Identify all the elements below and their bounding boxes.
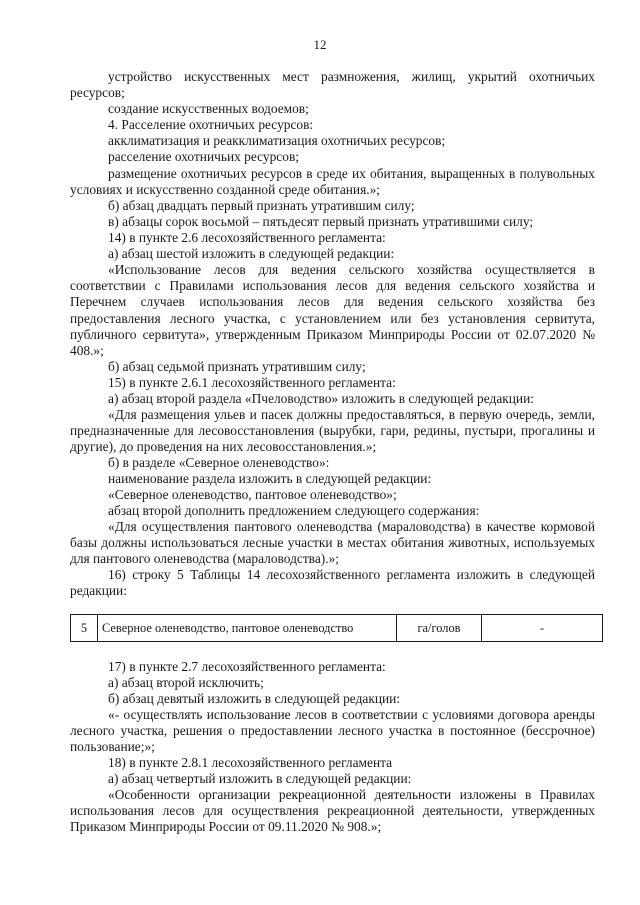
paragraph: б) абзац седьмой признать утратившим силу; — [108, 359, 366, 374]
paragraph: расселение охотничьих ресурсов; — [108, 149, 299, 164]
paragraph: 16) строку 5 Таблицы 14 лесохозяйственного регламента изложить в следующей редакции: — [70, 567, 595, 599]
paragraph: 14) в пункте 2.6 лесохозяйственного регламента: — [108, 230, 386, 245]
paragraph: 18) в пункте 2.8.1 лесохозяйственного регламента — [108, 755, 393, 770]
quote-paragraph: «Использование лесов для ведения сельского хозяйства осуществляется в соответствии с Правилами использования лесов для ведения сельского хозяйства и Перечнем случаев использования лесов для ведения сельского хозяйства без предоставления лесного участка, с установлением или без установления сервитута, публичного сервитута», утвержденным Приказом Минприроды России от 02.07.2020 № 408.»; — [70, 262, 595, 359]
quote-paragraph: «- осуществлять использование лесов в соответствии с условиями договора аренды лесного участка, решения о предоставлении лесного участка в постоянное (бессрочное) пользование;»; — [70, 707, 595, 755]
paragraph: 4. Расселение охотничьих ресурсов: — [108, 117, 314, 132]
quote-paragraph: «Особенности организации рекреационной деятельности изложены в Правилах использования лесов для осуществления рекреационной деятельности, утвержденных Приказом Минприроды России от 09.11.2020 № 908.»; — [70, 787, 595, 835]
cell-value: - — [482, 615, 603, 642]
paragraph: устройство искусственных мест размножения, жилищ, укрытий охотничьих ресурсов; — [70, 69, 595, 101]
table-row — [71, 615, 603, 642]
quote-paragraph: «Для размещения ульев и пасек должны предоставляться, в первую очередь, земли, предназначенные для лесовосстановления (вырубки, гари, редины, пустыри, прогалины и другие), до проведения на них лесовосстановления.»; — [70, 407, 595, 455]
paragraph: абзац второй дополнить предложением следующего содержания: — [108, 503, 480, 518]
paragraph: в) абзацы сорок восьмой – пятьдесят первый признать утратившими силу; — [108, 214, 534, 229]
paragraph: создание искусственных водоемов; — [108, 101, 309, 116]
paragraph: «Северное оленеводство, пантовое оленеводство»; — [108, 487, 397, 502]
paragraph: б) абзац двадцать первый признать утратившим силу; — [108, 198, 415, 213]
paragraph: а) абзац четвертый изложить в следующей редакции: — [108, 771, 412, 786]
paragraph: акклиматизация и реакклиматизация охотничьих ресурсов; — [108, 133, 446, 148]
paragraph: б) абзац девятый изложить в следующей редакции: — [108, 691, 401, 706]
paragraph: а) абзац второй исключить; — [108, 675, 264, 690]
paragraph: б) в разделе «Северное оленеводство»: — [108, 455, 330, 470]
paragraph: а) абзац второй раздела «Пчеловодство» изложить в следующей редакции: — [108, 391, 534, 406]
page-number: 12 — [313, 37, 327, 52]
paragraph: наименование раздела изложить в следующей редакции: — [108, 471, 432, 486]
cell-name: Северное оленеводство, пантовое оленеводство — [98, 615, 397, 642]
cell-number: 5 — [71, 615, 98, 642]
cell-unit: га/голов — [397, 615, 482, 642]
table-14-row-5 — [70, 614, 603, 642]
paragraph: 15) в пункте 2.6.1 лесохозяйственного регламента: — [108, 375, 396, 390]
quote-paragraph: «Для осуществления пантового оленеводства (мараловодства) в качестве кормовой базы должны использоваться лесные участки в местах обитания животных, используемых для пантового оленеводства (мараловодства).»; — [70, 519, 595, 567]
paragraph: 17) в пункте 2.7 лесохозяйственного регламента: — [108, 659, 386, 674]
paragraph: а) абзац шестой изложить в следующей редакции: — [108, 246, 395, 261]
paragraph: размещение охотничьих ресурсов в среде их обитания, выращенных в полувольных условиях и искусственно созданной среде обитания.»; — [70, 166, 595, 198]
